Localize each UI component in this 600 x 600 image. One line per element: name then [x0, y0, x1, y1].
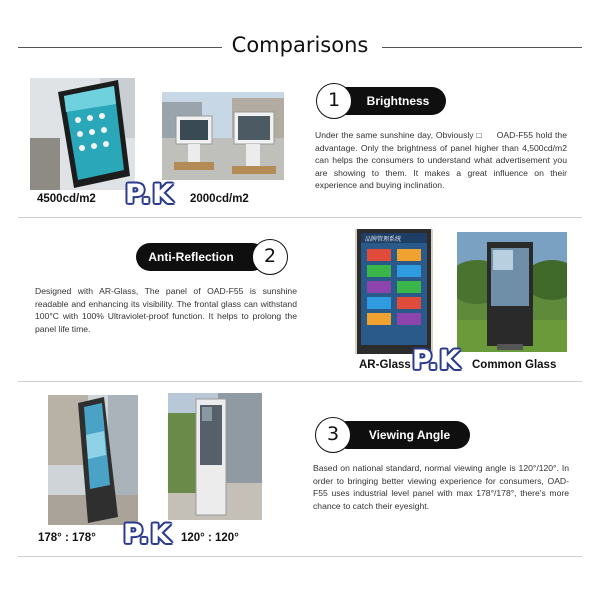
- ar-glass-caption: AR-Glass: [359, 359, 411, 371]
- pk-logo: P.K: [412, 345, 462, 376]
- brightness-badge: Brightness: [330, 87, 446, 115]
- section-divider-1: [18, 217, 582, 218]
- section-divider-2: [18, 381, 582, 382]
- section-number-1: 1: [316, 83, 352, 119]
- pk-logo: P.K: [125, 179, 175, 210]
- pk-logo: P.K: [123, 519, 173, 550]
- wide-angle-caption: 178° : 178°: [38, 532, 96, 544]
- narrow-angle-photo: [168, 393, 262, 520]
- normal-kiosk-photo: [162, 92, 284, 180]
- viewing-angle-badge: Viewing Angle: [333, 421, 470, 449]
- placeholder-glyph-icon: □: [476, 130, 483, 140]
- ar-glass-photo: [355, 229, 433, 354]
- common-glass-photo: [457, 232, 567, 352]
- narrow-angle-caption: 120° : 120°: [181, 532, 239, 544]
- anti-reflection-badge: Anti-Reflection: [136, 243, 266, 271]
- bright-kiosk-photo: [30, 78, 135, 190]
- viewing-angle-description: Based on national standard, normal viewing angle is 120°/120°. In order to bringing better viewing experience for consumers, OAD-F55 uses industrial level panel with max 178°/178°, there's more chance to catch their eyesight.: [313, 463, 569, 511]
- section-number-3: 3: [315, 417, 351, 453]
- common-glass-caption: Common Glass: [472, 359, 557, 371]
- section-divider-3: [18, 556, 582, 557]
- page-title: Comparisons: [0, 33, 600, 57]
- brightness-right-caption: 2000cd/m2: [190, 193, 249, 205]
- brightness-left-caption: 4500cd/m2: [37, 193, 96, 205]
- anti-reflection-description: Designed with AR-Glass, The panel of OAD-F55 is sunshine readable and enhancing its visibility. The frontal glass can withstand 100°C with 100% Ultraviolet-proof function. It helps to prolong the panel life time.: [35, 286, 297, 334]
- brightness-description: Under the same sunshine day, Obviously □ OAD-F55 hold the advantage. Only the brightness of panel higher than 4,500cd/m2 can helps the consumers to understand what advertisement you are showing to them. It makes a great influence on their experience and buying inclination.: [315, 130, 567, 191]
- wide-angle-photo: [48, 395, 138, 525]
- screen-header-text: 品牌管理系统: [365, 236, 402, 243]
- section-number-2: 2: [252, 239, 288, 275]
